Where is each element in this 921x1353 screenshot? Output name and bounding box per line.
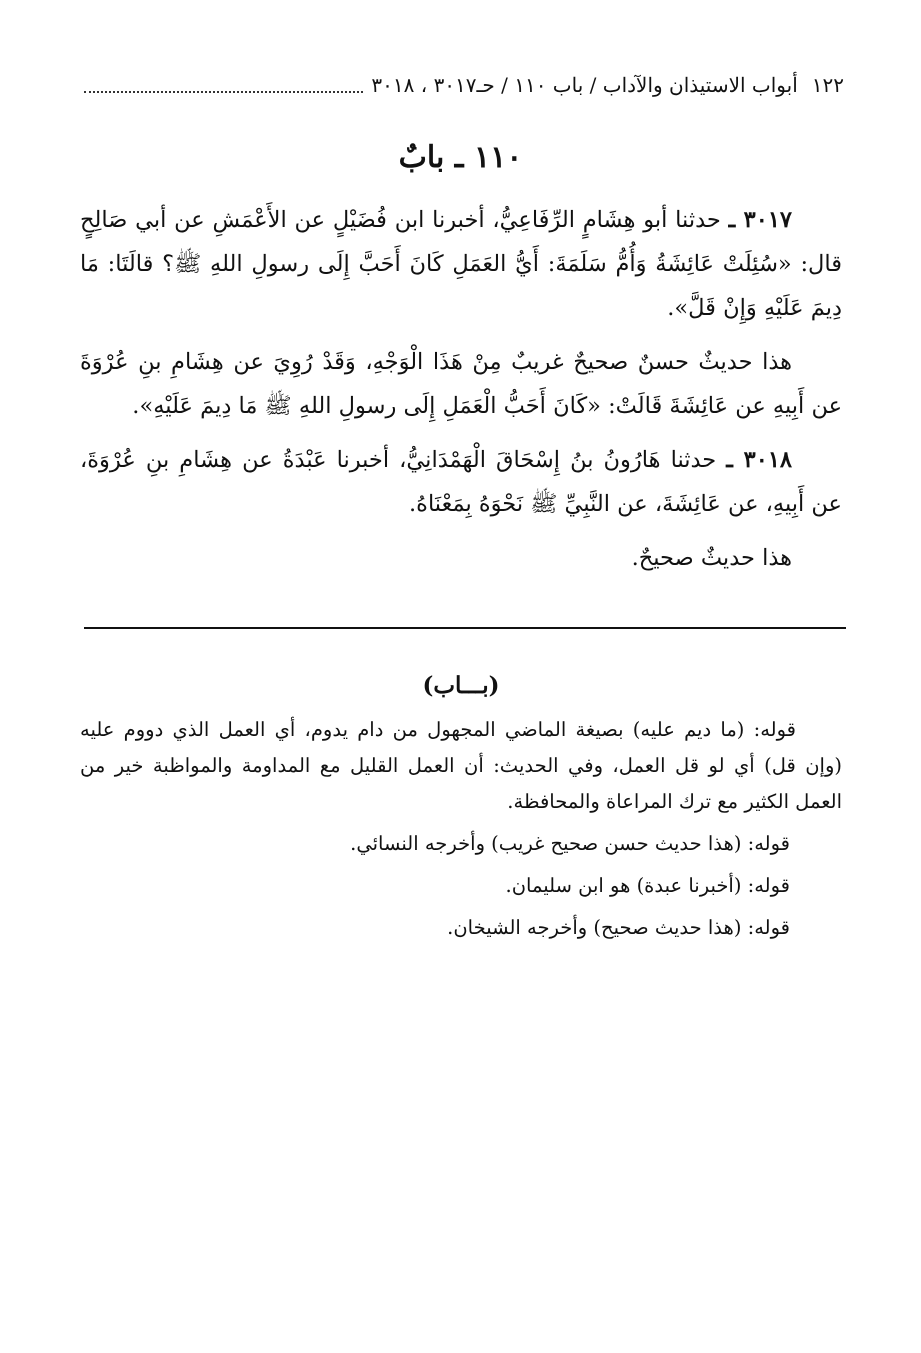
hadith-grading: [80, 340, 842, 428]
hadith-section: [80, 198, 842, 590]
hadith-body: هذا حديثٌ حسنٌ صحيحٌ غريبٌ مِنْ هَذَا الْوَجْهِ، وَقَدْ رُوِيَ عن هِشَامِ بنِ عُرْوَةَ عن أَبِيهِ عن عَائِشَةَ قَالَتْ: «كَانَ أَحَبُّ الْعَمَلِ إِلَى رسولِ اللهِ ﷺ مَا دِيمَ عَلَيْهِ».: [80, 349, 842, 419]
commentary-section: [80, 668, 842, 952]
commentary-note: قوله: (هذا حديث حسن صحيح غريب) وأخرجه النسائي.: [350, 832, 790, 855]
hadith-paragraph: [80, 198, 842, 330]
dot-leader: [84, 77, 363, 93]
hadith-number: ٣٠١٧ ـ: [728, 207, 792, 233]
hadith-body: هذا حديثٌ صحيحٌ.: [631, 545, 792, 571]
hadith-grading: [80, 536, 842, 580]
commentary-paragraph: قوله: (ما ديم عليه) بصيغة الماضي المجهول من دام يدوم، أي العمل الذي دووم عليه (وإن قل) أي لو قل العمل، وفي الحديث: أن العمل القليل مع المداومة والمواظبة خير من العمل الكثير مع ترك المراعاة والمحافظة.: [80, 718, 842, 813]
chapter-heading: ١١٠ ـ بابٌ: [398, 140, 523, 175]
commentary-heading: (بـــاب): [422, 672, 500, 699]
hadith-paragraph: [80, 438, 842, 526]
header-title: أبواب الاستيذان والآداب / باب ١١٠ / حـ٣٠١٧ ، ٣٠١٨: [371, 73, 798, 97]
running-header: [76, 68, 844, 102]
hadith-body: حدثنا هَارُونُ بنُ إِسْحَاقَ الْهَمْدَانِيُّ، أخبرنا عَبْدَةُ عن هِشَامِ بنِ عُرْوَةَ، عن أَبِيهِ، عن عَائِشَةَ، عن النَّبِيِّ ﷺ نَحْوَهُ بِمَعْنَاهُ.: [80, 447, 842, 517]
page-number: ١٢٢: [811, 73, 844, 97]
commentary-note: قوله: (أخبرنا عبدة) هو ابن سليمان.: [505, 874, 790, 897]
section-divider: [84, 627, 846, 629]
commentary-note: قوله: (هذا حديث صحيح) وأخرجه الشيخان.: [447, 916, 790, 939]
hadith-number: ٣٠١٨ ـ: [726, 447, 792, 473]
hadith-body: حدثنا أبو هِشَامٍ الرِّفَاعِيُّ، أخبرنا ابن فُضَيْلٍ عن الأَعْمَشِ عن أبي صَالِحٍ قال: «سُئِلَتْ عَائِشَةُ وَأُمُّ سَلَمَةَ: أَيُّ العَمَلِ كَانَ أَحَبَّ إِلَى رسولِ اللهِ ﷺ؟ قالَتَا: مَا دِيمَ عَلَيْهِ وَإِنْ قَلَّ».: [80, 207, 842, 321]
